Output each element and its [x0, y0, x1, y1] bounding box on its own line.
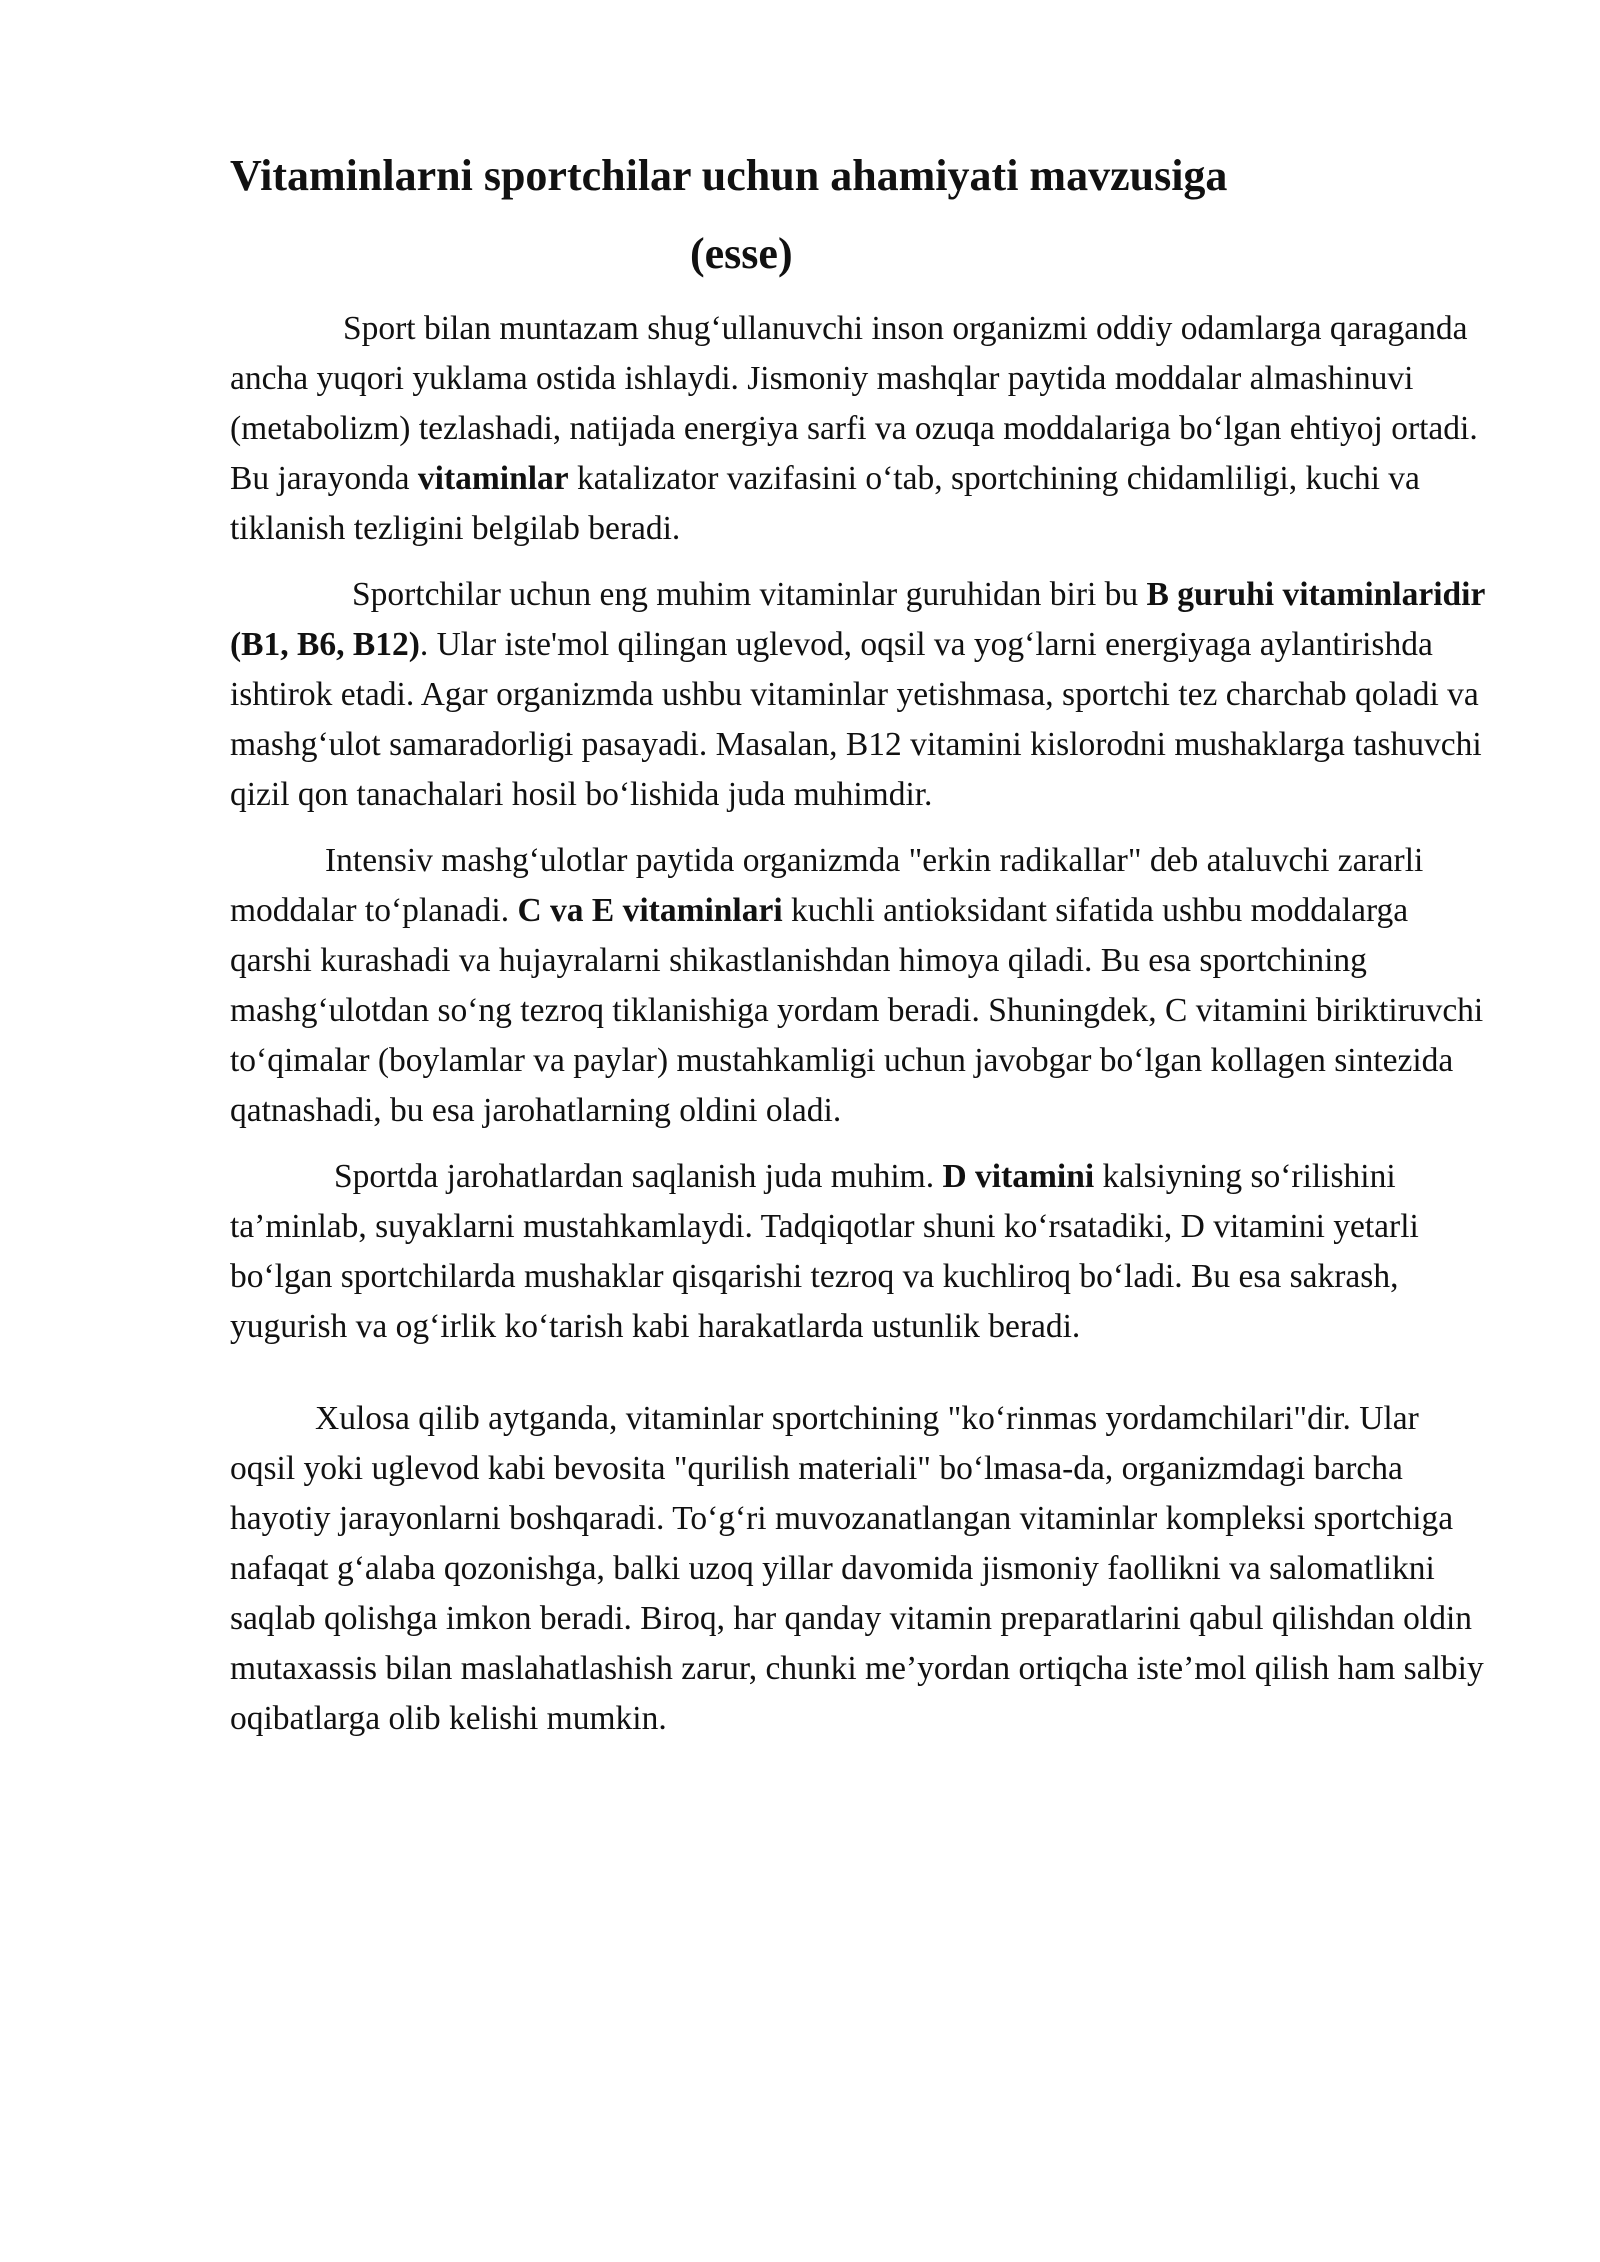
- paragraph-b-vitamins: [230, 570, 1490, 820]
- bold-term: vitaminlar: [417, 460, 569, 497]
- paragraph-text: Intensiv mashg‘ulotlar paytida organizmda "erkin radikallar" deb ataluvchi zararli moddalar to‘planadi.: [230, 842, 1424, 929]
- document-subtitle: (esse): [690, 229, 793, 278]
- bold-term: C va E vitaminlari: [517, 892, 783, 929]
- paragraph-text: . Ular iste'mol qilingan uglevod, oqsil va yog‘larni energiyaga aylantirishda ishtirok etadi. Agar organizmda ushbu vitaminlar yetishmasa, sportchi tez charchab qoladi va mashg‘ulot samaradorligi pasayadi. Masalan, B12 vitamini kislorodni mushaklarga tashuvchi qizil qon tanachalari hosil bo‘lishida juda muhimdir.: [230, 626, 1482, 813]
- document-page: [230, 150, 1490, 1744]
- bold-term: D vitamini: [942, 1158, 1095, 1195]
- paragraph-text: Xulosa qilib aytganda, vitaminlar sportchining "ko‘rinmas yordamchilari"dir. Ular oqsil yoki uglevod kabi bevosita "qurilish materiali" bo‘lmasa-da, organizmdagi barcha hayotiy jarayonlarni boshqaradi. To‘g‘ri muvozanatlangan vitaminlar kompleksi sportchiga nafaqat g‘alaba qozonishga, balki uzoq yillar davomida jismoniy faollikni va salomatlikni saqlab qolishga imkon beradi. Biroq, har qanday vitamin preparatlarini qabul qilishdan oldin mutaxassis bilan maslahatlashish zarur, chunki me’yordan ortiqcha iste’mol qilish ham salbiy oqibatlarga olib kelishi mumkin.: [230, 1400, 1484, 1737]
- bold-term: B guruhi vitaminlaridir (B1, B6, B12): [230, 576, 1485, 663]
- paragraph-intro: [230, 304, 1490, 554]
- paragraph-text: Sportda jarohatlardan saqlanish juda muhim.: [334, 1158, 943, 1195]
- paragraph-text: Sport bilan muntazam shug‘ullanuvchi inson organizmi oddiy odamlarga qaraganda ancha yuqori yuklama ostida ishlaydi. Jismoniy mashqlar paytida moddalar almashinuvi (metabolizm) tezlashadi, natijada energiya sarfi va ozuqa moddalariga bo‘lgan ehtiyoj ortadi. Bu jarayonda: [230, 310, 1478, 497]
- paragraph-d-vitamin: [230, 1152, 1490, 1352]
- document-title: Vitaminlarni sportchilar uchun ahamiyati mavzusiga: [230, 151, 1228, 200]
- paragraph-c-e-vitamins: [230, 836, 1490, 1136]
- paragraph-text: kuchli antioksidant sifatida ushbu moddalarga qarshi kurashadi va hujayralarni shikastlanishdan himoya qiladi. Bu esa sportchining mashg‘ulotdan so‘ng tezroq tiklanishiga yordam beradi. Shuningdek, C vitamini biriktiruvchi to‘qimalar (boylamlar va paylar) mustahkamligi uchun javobgar bo‘lgan kollagen sintezida qatnashadi, bu esa jarohatlarning oldini oladi.: [230, 892, 1484, 1129]
- paragraph-text: katalizator vazifasini o‘tab, sportchining chidamliligi, kuchi va tiklanish tezligini belgilab beradi.: [230, 460, 1420, 547]
- paragraph-text: kalsiyning so‘rilishini ta’minlab, suyaklarni mustahkamlaydi. Tadqiqotlar shuni ko‘rsatadiki, D vitamini yetarli bo‘lgan sportchilarda mushaklar qisqarishi tezroq va kuchliroq bo‘ladi. Bu esa sakrash, yugurish va og‘irlik ko‘tarish kabi harakatlarda ustunlik beradi.: [230, 1158, 1419, 1345]
- paragraph-text: Sportchilar uchun eng muhim vitaminlar guruhidan biri bu: [352, 576, 1147, 613]
- paragraph-conclusion: [230, 1394, 1490, 1744]
